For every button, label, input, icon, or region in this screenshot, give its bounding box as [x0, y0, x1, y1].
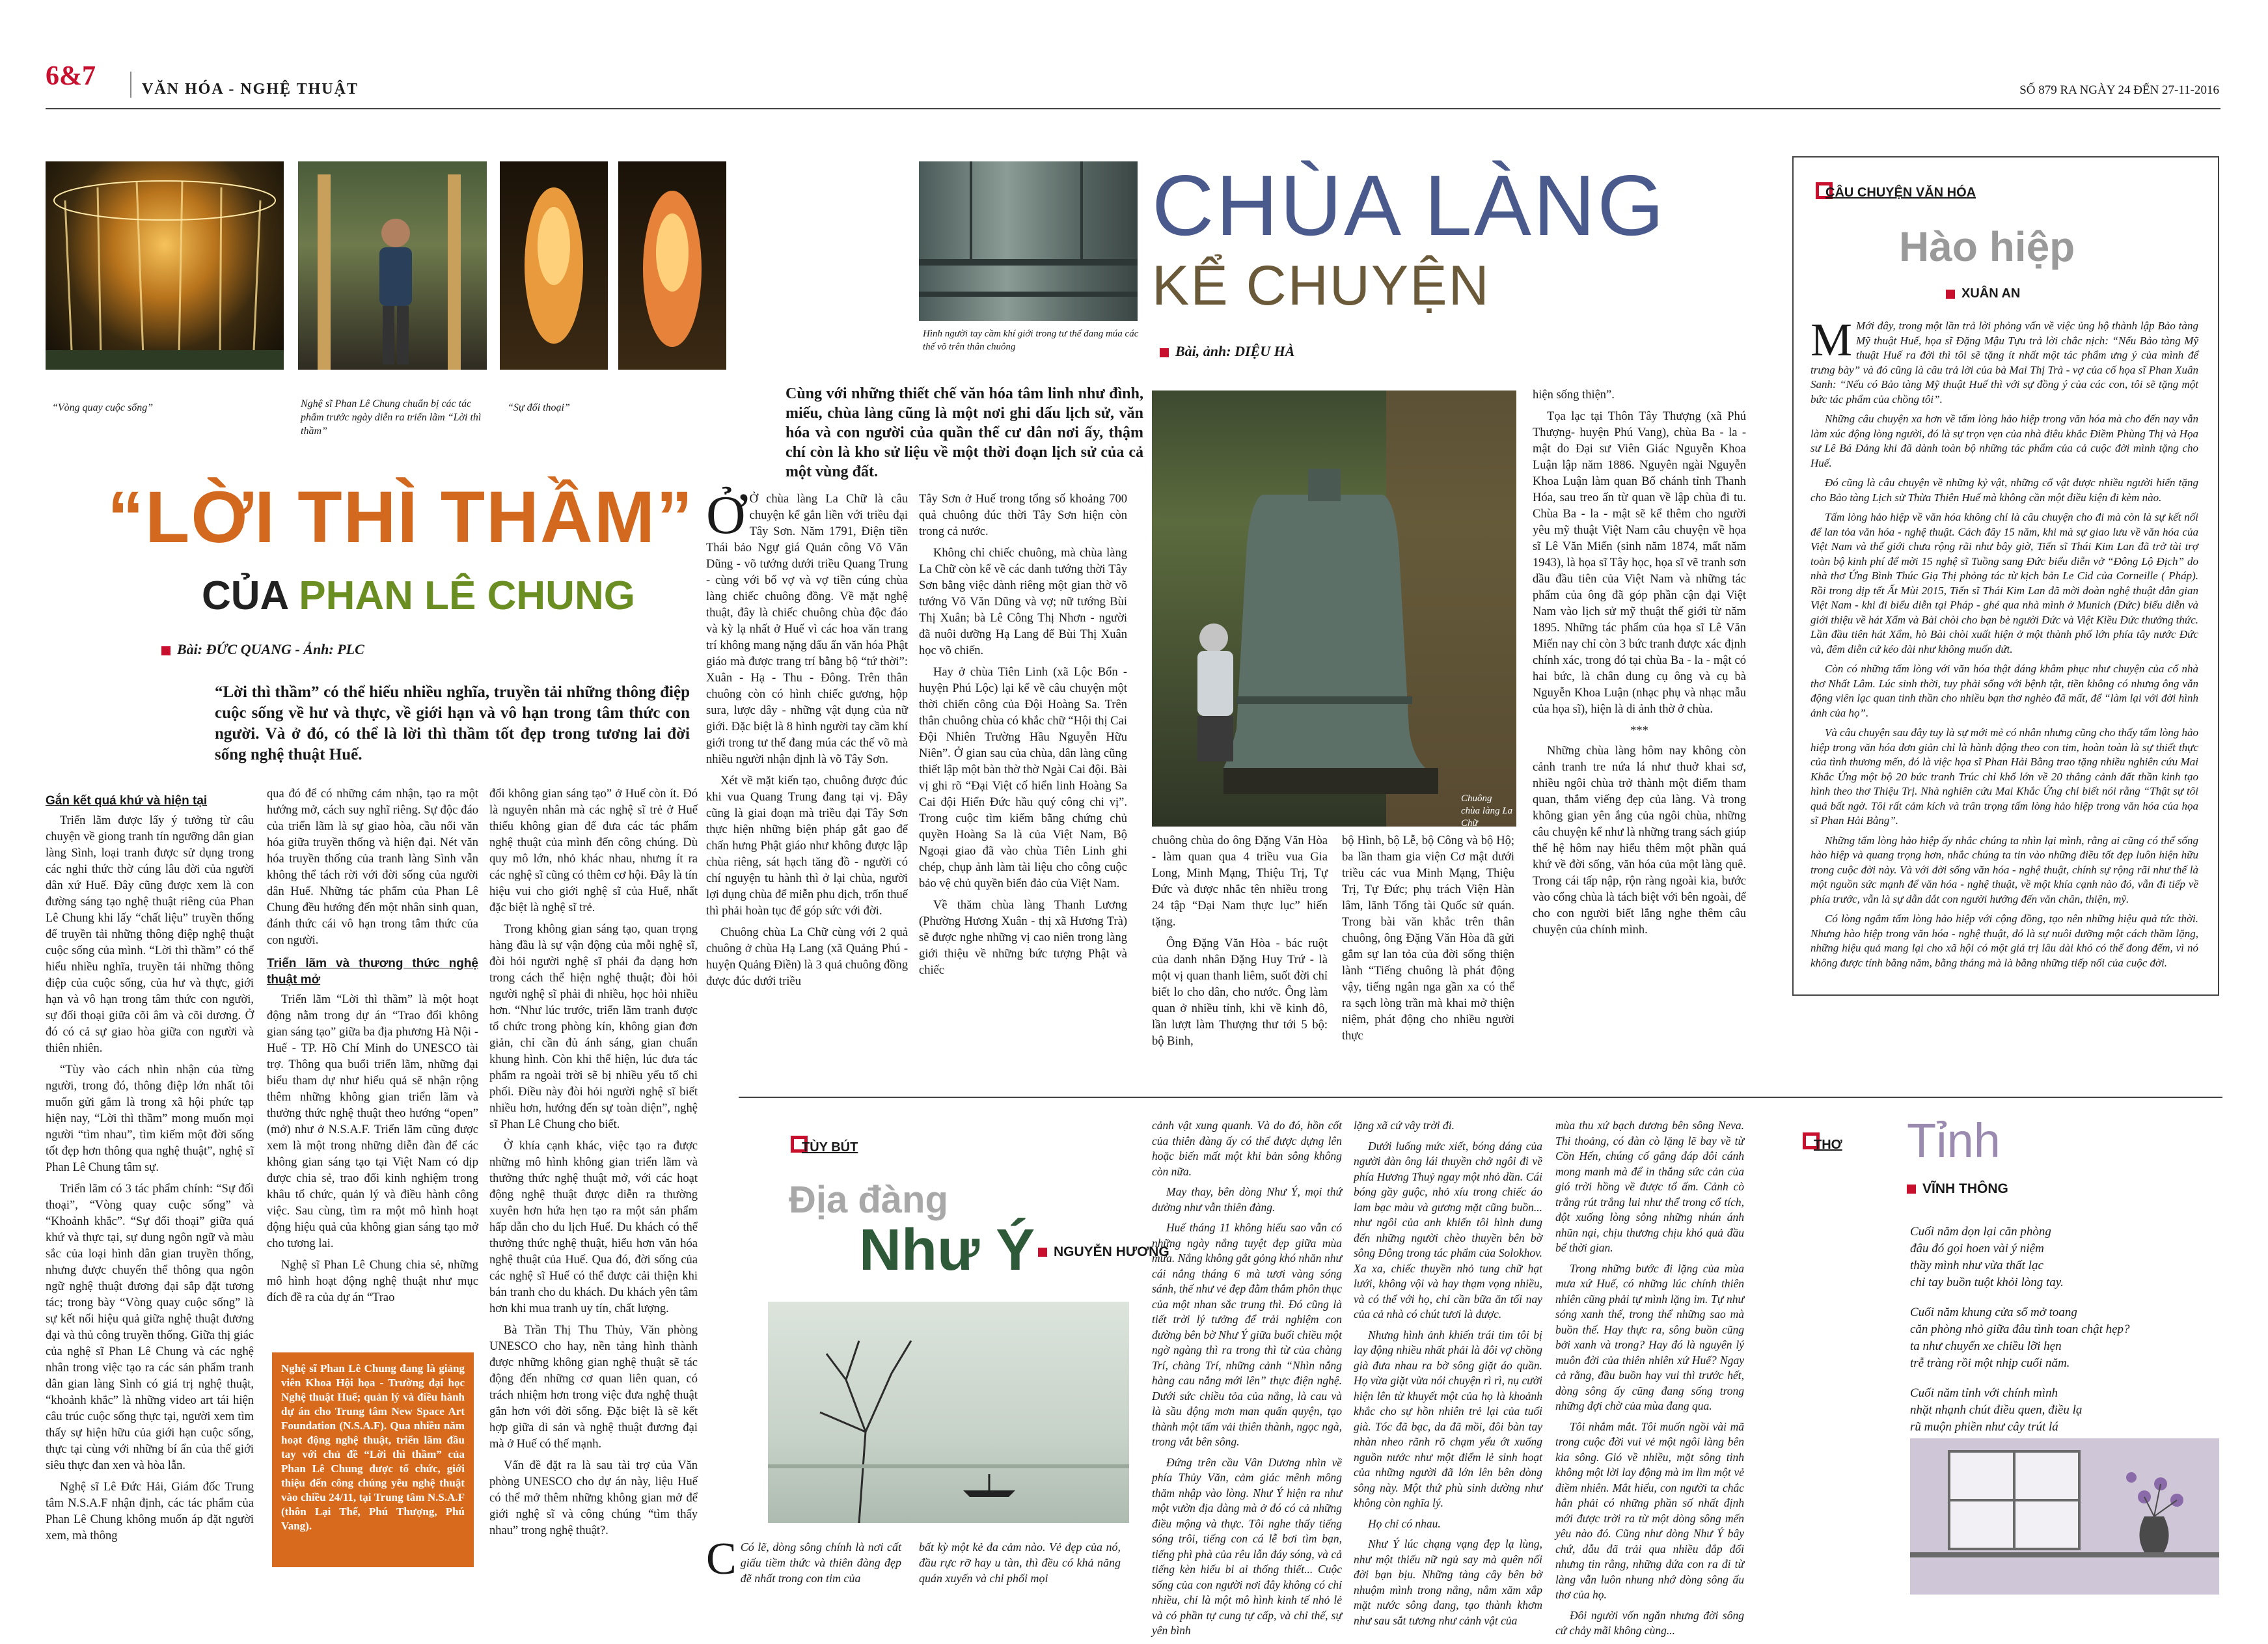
paragraph: Có lòng ngắm tấm lòng hảo hiệp với cộng đồng, tạo nên những hiệu quả tức thời. Nhưng hào hiệp trong văn hóa - nghệ thuật, đó là sự nuôi dưỡng một cách thầm lặng, những hiệu quả mang lại cho xã hội có một giá trị lâu dài khó có thể đong đếm, vì nó không được tính bằng năm, bằng tháng mà là bằng những tiếp nối của cuộc đời.: [1810, 912, 2198, 969]
bell-detail-image: [919, 161, 1138, 321]
paragraph: Có lẽ, dòng sông chính là nơi cất giấu tiềm thức và thiên đàng đẹp đẽ nhất trong con tim của: [740, 1541, 901, 1585]
article2-col5: [1533, 387, 1746, 944]
dropcap: M: [1810, 314, 1853, 366]
paragraph: Chuông chùa La Chữ cùng với 2 quả chuông ở chùa Hạ Lang (xã Quảng Phú - huyện Quảng Điền) là 3 quả chuông đồng được đúc dưới triều: [706, 926, 908, 988]
poem-line: rũ muộn phiền như cây trút lá: [1910, 1420, 2058, 1434]
photo-doi-thoai-2: [618, 161, 726, 370]
article1-byline: [161, 641, 364, 658]
article1-lead: “Lời thì thầm” có thể hiểu nhiều nghĩa, truyền tải những thông điệp cuộc sống về hư và thực, về giới hạn và vô hạn trong tâm thức con người. Và ở đó, có thể là lời thì thầm tốt đẹp trong tương lai đời sống nghệ thuật Huế.: [215, 683, 690, 763]
paragraph: Như Ý lúc chạng vạng đẹp lạ lùng, như một thiếu nữ ngủ say mà quên nối đời bạn bịu. Những tàng cây bên bờ nhuộm mình trong nắng, nắm xăm xắp mặt nước sông đang, tạo thành khơm như sau sắt tương như cảnh vật của: [1354, 1537, 1542, 1627]
poem-line: Cuối năm khung cửa sổ mở toang: [1910, 1306, 2077, 1319]
paragraph: Dưới luống mức xiết, bóng dáng của người đàn ông lái thuyền chở ngôi đi về phía Hương Thuỷ ngay một nhỏ dần. Cái bóng gầy guộc, nhỏ xíu trong chiếc áo lam bạc màu và gương mặt cũng buồn... như ngôi của anh khiến tôi hình dung đến những người chèo thuyền bên bờ sông Đông trong tác phẩm của Solokhov. Xa xa, chiếc thuyền nhỏ tung chữ hạt lưới, không vội và hay thạm vọng nhiều, và có thể với họ, chỉ cần bữa ăn tối nay của cả nhà có chút tươi là được.: [1354, 1139, 1542, 1321]
paragraph: Ở chùa làng La Chữ là câu chuyện kể gắn liền với triều đại Tây Sơn. Năm 1791, Điện tiền Thái bảo Ngự giá Quản công Võ Văn Dũng - võ tướng dưới triều Quang Trung - cùng với bổ vợ và vợ tiền cúng chùa làng chiếc chuông đồng. Về mặt nghệ thuật, đây là chiếc chuông chùa độc đáo và kỳ lạ nhất ở Huế vì các hoa văn trang trí không mang nặng dấu ấn văn hóa Phật giáo mà được trang trí bằng bộ “tứ thời”: Xuân - Hạ - Thu - Đông. Trên thân chuông còn có hình chiếc gương, hộp sura, lược dây - những vật dụng của nữ giới. Đặc biệt là 8 hình người tay cầm khí giới trong tư thế đang múa các thế võ mà nhiều người nhận định là võ Tây Sơn.: [706, 493, 908, 766]
paragraph: Đôi người vốn ngắn nhưng đời sông cứ chảy mãi không cùng...: [1555, 1608, 1744, 1637]
article2-col3: [1152, 833, 1328, 1055]
article4-col5: [1555, 1118, 1744, 1644]
byline-square-icon: [1907, 1185, 1916, 1194]
spinning-sculpture-image: [46, 161, 284, 370]
paragraph: Họ chỉ có nhau.: [1368, 1516, 1441, 1530]
photo-bell-la-chu: [1152, 390, 1516, 827]
poem: [1910, 1224, 2209, 1453]
byline-text: Bài: ĐỨC QUANG - Ảnh: PLC: [177, 641, 364, 657]
river-boat-image: [768, 1302, 1129, 1523]
paragraph: Và câu chuyện sau đây tuy là sự mới mẻ có nhân nhưng cũng cho thấy tấm lòng hảo hiệp trong văn hóa đơn giản chỉ là hành động theo con tim, hoàn toàn là sự thiết thực của tình thương mến, đó là việc họa sĩ Phan Hải Bằng trao tặng nhiều nghiên cứu Mai Khắc Ứng một bộ 20 bức tranh Trúc chỉ khổ lớn về 20 thắng cảnh đất thần kinh tạo hình theo thơ Thiệu Trị. Nhà nghiên cứu Mai Khắc Ứng chỉ biết nói rằng “Thật sự tôi quá bất ngờ. Tôi rất cảm kích và trân trọng tấm lòng hảo hiệp trong văn hóa của họa sĩ Phan Hải Bằng”.: [1810, 726, 2198, 827]
poem-line: Cuối năm tỉnh với chính mình: [1910, 1386, 2058, 1400]
article2-byline: [1160, 343, 1294, 360]
byline-text: Bài, ảnh: DIỆU HÀ: [1175, 343, 1295, 359]
byline-square-icon: [161, 646, 171, 655]
article1-title: “LỜI THÌ THẦM”: [107, 476, 694, 558]
poem-line: căn phòng nhỏ giữa đâu tình toan chật hẹp?: [1910, 1322, 2130, 1336]
article4-col3: [1152, 1118, 1342, 1644]
paragraph: Ở khía cạnh khác, việc tạo ra được những mô hình không gian triển lãm và thưởng thức nghệ thuật mở, với các hoạt động nghệ thuật được diễn ra thường xuyên hơn hứa hẹn tạo ra một sản phẩm hấp dẫn cho du lịch Huế. Du khách có thể thưởng thức nghệ thuật, hiểu hơn văn hóa nghệ thuật của Huế. Qua đó, đời sống của các nghệ sĩ Huế có thể được cải thiện khi bán tranh cho du khách. Du khách yên tâm hơn khi mua tranh uy tín, chất lượng.: [489, 1140, 698, 1315]
paragraph: Triển lãm có 3 tác phẩm chính: “Sự đối thoại”, “Vòng quay cuộc sống” và “Khoảnh khắc”. “Sự đối thoại” giữa quá khứ và thực tại, sự dung ngôn ngữ và màu sắc của loại hình dân gian truyền thống, nhưng được chuyển thể thông qua ngôn ngữ nghệ thuật đương đại sắp đặt tương tác; trong bày “Vòng quay cuộc sống” là sự kết nối hiệu quả giữa nghệ thuật đương đại và thủ công truyền thống. Giữa thị giác của nghệ sĩ Phan Lê Chung và các nghệ nhân trong việc tạo ra các sản phẩm tranh dân gian làng Sình có giá trị nghệ thuật, “khoảnh khắc” là những video art tái hiện câu trúc cuộc sống thực tại, người xem tìm thấy sự hiện hữu của giới hạn cuộc sống, thực tại cùng với những bí ẩn của thế giới siêu thực đan xen và hòa lẫn.: [46, 1183, 254, 1472]
caption-bell-la-chu: Chuông chùa làng La Chữ: [1461, 793, 1513, 829]
paragraph: Những chùa làng hôm nay không còn cảnh tranh tre nứa lá như thuở khai sơ, nhiều ngôi chùa trở thành một điểm tham quan, thắm viếng đẹp của làng. Và trong không gian yên ắng của ngôi chùa, những câu chuyện kể như là những trang sách giúp thế hệ hôm nay hiểu thêm một phần quá khứ về đời sống, văn hóa của một làng quê. Trong cái tấp nập, rộn ràng ngoài kia, bước vào cổng chùa là tách biệt với bên ngoài, để cho con người biết lắng nghe thêm câu chuyện của chính mình.: [1533, 745, 1746, 937]
poem-line: chỉ tay buồn tuột khỏi lòng tay.: [1910, 1276, 2064, 1289]
lantern-figure-image: [500, 161, 608, 370]
paragraph: Không chỉ chiếc chuông, mà chùa làng La Chữ còn kể về các danh tướng thời Tây Sơn bằng việc dành riêng một gian thờ võ tướng Võ Văn Dũng và vợ; nữ tướng Bùi Thị Xuân; bà Lê Công Thị Nhơn - người đã nuôi dưỡng Hạ Lang để Bùi Thị Xuân học võ chiến.: [919, 547, 1127, 657]
window-vase-illustration: [1910, 1438, 2219, 1595]
article1-col3: [489, 786, 698, 1544]
photo-artist: [298, 161, 487, 370]
byline-text: VĨNH THÔNG: [1922, 1181, 2008, 1196]
info-box: [272, 1352, 474, 1567]
byline-text: XUÂN AN: [1961, 286, 2021, 301]
subtitle-name: PHAN LÊ CHUNG: [299, 573, 635, 618]
poem-line: ta như chuyến xe chiều lỡi hẹn: [1910, 1339, 2062, 1353]
paragraph: Những câu chuyện xa hơn về tấm lòng hảo hiệp trong văn hóa mà cho đến nay vẫn làm xúc động lòng người, đó là sự trọn vẹn của nhà điêu khắc Điềm Phùng Thị và Họa sư Lê Bá Đảng khi đã dành toàn bộ những tác phẩm của cả cuộc đời mình tặng cho Huế.: [1810, 413, 2198, 469]
paragraph: Tây Sơn ở Huế trong tổng số khoảng 700 quả chuông đúc thời Tây Sơn hiện còn trong cả nước.: [919, 493, 1127, 538]
article1-subtitle: [202, 573, 635, 619]
stanza: [1910, 1304, 2209, 1372]
paragraph: Triển lãm được lấy ý tưởng từ câu chuyện về giong tranh tín ngưỡng dân gian làng Sình, loại tranh được sử dụng trong các nghi thức thờ cúng lâu đời của người dân xứ Huế. Đây cũng được xem là con đường sáng tạo nghệ thuật riêng của Phan Lê Chung khi lấy “chất liệu” truyền thống để truyền tải những thông điệp nghệ thuật cuộc sống của mình. “Lời thì thầm” có thể hiểu nhiều nghĩa, truyền tải những thông điệp của cuộc sống, của hư và thực, giới hạn và vô hạn trong tâm thức con người, sự đối thoại giữa cõi âm và cõi dương. Ở đó có cả sự giao hòa giữa con người và thiên nhiên.: [46, 814, 254, 1055]
paragraph: Vấn đề đặt ra là sau tài trợ của Văn phòng UNESCO cho dự án này, liệu Huế có thể mở thêm những không gian mở để giới nghệ sĩ và công chúng “tìm thấy nhau” trong nghệ thuật?.: [489, 1459, 698, 1537]
photo-nhu-y: [768, 1302, 1129, 1523]
paragraph: chuông chùa do ông Đặng Văn Hòa - làm quan qua 4 triều vua Gia Long, Minh Mạng, Thiệu Trị, Tự Đức và được nhắc tên nhiều trong 24 tập “Đại Nam thực lục” hiến tặng.: [1152, 834, 1328, 929]
subtitle-prefix: CỦA: [202, 573, 288, 618]
article1-col1: [46, 786, 254, 1550]
article3-title: Hào hiệp: [1899, 223, 2075, 270]
photo-doi-thoai-1: [500, 161, 608, 370]
article2-lead: Cùng với những thiết chế văn hóa tâm linh như đình, miếu, chùa làng cũng là một nơi ghi dấu lịch sử, văn hóa và con người của quần thể cư dân nơi ấy, thậm chí còn là kho sử liệu về một thời đoạn lịch sử của cả một vùng đất.: [786, 385, 1143, 480]
paragraph: bộ Hình, bộ Lễ, bộ Công và bộ Hộ; ba lần tham gia viện Cơ mật dưới triều các vua Minh Mạng, Thiệu Trị, Tự Đức; phụ trách Viện Hàn lâm, lãnh Tổng tài Quốc sử quán. Trong bài văn khắc trên thân chuông, ông Đặng Văn Hòa đã gửi gắm sự lan tỏa của đời sống thiện lành “Tiếng chuông là phát động vậy, tiếng ngân nga gần xa có thể ra sạch lòng trần mà khai mở thiện niệm, phát động cho nhiều người thực: [1342, 834, 1514, 1043]
paragraph: May thay, bên dòng Như Ý, mọi thứ dường như vẫn thiên đàng.: [1152, 1185, 1342, 1214]
caption-vong-quay: “Vòng quay cuộc sống”: [52, 402, 154, 413]
article4-col2: [919, 1539, 1121, 1591]
header-issue: SỐ 879 RA NGÀY 24 ĐẾN 27-11-2016: [2019, 83, 2219, 97]
article2-col1: [706, 485, 908, 995]
article2-title2: KỂ CHUYỆN: [1152, 254, 1490, 317]
poem-line: đâu đó gọi hoen vài ý niệm: [1910, 1242, 2044, 1255]
article3-byline: [1946, 286, 2020, 301]
paragraph: Bà Trần Thị Thu Thủy, Văn phòng UNESCO cho hay, nền tảng hình thành được những không gian nghệ thuật sẽ tác động đến những cơ quan liên quan, có trách nhiệm hơn trong việc đưa nghệ thuật gắn hơn với đời sống. Đặc biệt là sẽ kết hợp giữa di sản và nghệ thuật đương đại mà ở Huế có thế mạnh.: [489, 1324, 698, 1451]
dropcap: Ở: [706, 485, 746, 545]
paragraph: Hay ở chùa Tiên Linh (xã Lộc Bổn - huyện Phú Lộc) lại kể về câu chuyện một thời chiến công của Đội Hoàng Sa. Trên thân chuông chùa có khắc chữ “Hội thị Cai Đội Nhiên Trường Hầu Nguyễn Hữu Niên”. Ở gian sau của chùa, dân làng cũng thiết lập một bàn thờ thờ Ngài Cai đội. Bài vị ghi rõ “Đại Việt cố hiển linh Hoàng Sa Cai đội Hiển Đức hầu quý công chi vị”. Trong cuộc tìm kiếm bằng chứng chủ quyền Hoàng Sa là của Việt Nam, Bộ Ngoại giao đã vào chùa Tiên Linh ghi chép, chụp ảnh làm tài liệu cho công cuộc bảo vệ chủ quyền biển đảo của Việt Nam.: [919, 666, 1127, 890]
paragraph: Đó cũng là câu chuyện về những kỷ vật, những cổ vật được nhiều người hiến tặng cho Bảo tàng Lịch sử Thừa Thiên Huế mà không cần một điều kiện đi kèm nào.: [1810, 476, 2198, 504]
paragraph: Đứng trên cầu Vân Dương nhìn về phía Thủy Văn, cảm giác mênh mông thăm nhập vào lòng. Như Ý hiện ra như một vườn địa đàng mà ở đó có cả những điều mộng và thực. Tôi nghe thấy tiếng sóng trôi, tiếng con cá lễ bơi tìm bạn, tiếng phì phà của rêu lẫn đáy sóng, và cả tiếng kèn hiếu bi ai thống thiết... Cuộc sống của con người nơi đây không có chỉ nhiều, chỉ là một mô hình kinh tế nhỏ lẻ và có phần tự cung tự cấp, và chỉ thế, sự yên bình: [1152, 1455, 1342, 1637]
info-box-text: Nghệ sĩ Phan Lê Chung đang là giảng viên Khoa Hội họa - Trường đại học Nghệ thuật Huế; quản lý và điều hành dự án cho Trung tâm New Space Art Foundation (N.S.A.F). Qua nhiều năm hoạt động nghệ thuật, triển lãm đầu tay với chủ đề “Lời thì thầm” của Phan Lê Chung được tổ chức, giới thiệu đến công chúng yêu nghệ thuật vào chiều 24/11, tại Trung tâm N.S.A.F (thôn Lại Thế, Phú Thượng, Phú Vang).: [281, 1362, 465, 1532]
article2-col4: [1342, 833, 1514, 1050]
paragraph: Nghệ sĩ Lê Đức Hải, Giám đốc Trung tâm N.S.A.F nhận định, các tác phẩm của Phan Lê Chung không muốn áp đặt người xem, mà thông: [46, 1481, 254, 1542]
article1-col2: [267, 786, 478, 1311]
poem-line: Cuối năm dọn lại căn phòng: [1910, 1225, 2051, 1239]
header-pages: 6&7: [46, 61, 96, 91]
paragraph: Trong không gian sáng tạo, quan trọng hàng đầu là sự vận động của mỗi nghệ sĩ, đòi hỏi người nghệ sĩ phải đa dạng hơn trong cách thể hiện nghệ thuật; đòi hỏi người nghệ sĩ phải đi nhiều, học hỏi nhiều hơn. “Như lúc trước, triển lãm tranh được tổ chức trong phòng kín, không gian đơn giản, chỉ cần đủ ánh sáng, gian chuẩn khung hình. Còn khi thể hiện, lúc đưa tác phẩm ra ngoài trời sẽ bị nhiều yếu tố chi phối. Điều này đòi hỏi người nghệ sĩ biết nhiều hơn, hướng đến sự toàn diện”, nghệ sĩ Phan Lê Chung cho biết.: [489, 923, 698, 1131]
paragraph: mùa thu xứ bạch dương bên sông Neva. Thi thoảng, có đàn cò lặng lẽ bay về từ Cồn Hến, chúng cố gắng đáp đôi cánh mong manh mà để in thắng sức cản của gió trời hồng về được tổ ấm. Cảnh cò trắng rút trắng lui như thể trong cổ tích, đột xuống lòng sông những nhún ánh nhũn nại, chịu thương chịu khó quả đầu bể thời gian.: [1555, 1119, 1744, 1254]
paragraph: đổi không gian sáng tạo” ở Huế còn ít. Đó là nguyên nhân mà các nghệ sĩ trẻ ở Huế thiếu không gian để đưa các tác phẩm nghệ thuật của mình đến công chúng. Dù quy mô lớn, nhỏ khác nhau, nhưng ít ra các nghệ sĩ cũng có thêm cơ hội. Đây là tín hiệu vui cho giới nghệ sĩ của Huế, nhất đặc biệt là nghệ sĩ trẻ.: [489, 788, 698, 914]
caption-bell-detail: Hình người tay cầm khí giới trong tư thế đang múa các thế võ trên thân chuông: [923, 329, 1139, 352]
paragraph: Còn có những tấm lòng với văn hóa thật đáng khâm phục như chuyện của cố nhà thơ Nhất Lâm. Lúc sinh thời, tuy phải sống với bệnh tật, tiền không có nhưng ông vẫn động viên lạc quan tinh thần cho nhiều bạn thơ nghèo đã mất, để “làm lại với đời hình ảnh của họ”.: [1810, 663, 2198, 719]
article4-col4: [1354, 1118, 1542, 1634]
paragraph: Tọa lạc tại Thôn Tây Thượng (xã Phú Thượng- huyện Phú Vang), chùa Ba - la - mật do Đại sư Viên Giác Nguyễn Khoa Luận lập năm 1886. Nguyên ngài Nguyễn Khoa Luận làm quan Bố chánh tỉnh Thanh Hóa, sau treo ấn từ quan về lập chùa đi tu. Chùa Ba - la - mật sẽ kể thêm cho người yêu mỹ thuật Việt Nam câu chuyện về họa sĩ Lê Văn Miến (sinh năm 1874, mất năm 1943), là họa sĩ Tây học, họa sĩ vẽ tranh sơn dầu đầu tiên của Việt Nam và những tác phẩm của ông đã góp phần cận đại Việt Nam vào lịch sử mỹ thuật thế giới từ năm 1895. Những tác phẩm của họa sĩ Lê Văn Miến nay chỉ còn 3 bức tranh được xác định chính xác, trong đó tại chùa Ba - la - mật có hai bức, là chân dung cụ ông và cụ bà Nguyễn Khoa Luận (nhạc phụ và nhạc mẫu của họa sĩ), hiện là di ảnh thờ ở chùa.: [1533, 410, 1746, 716]
artist-image: [298, 161, 487, 370]
subheading-1: Gắn kết quá khứ và hiện tại: [46, 794, 208, 808]
article5-kicker: THƠ: [1814, 1138, 1842, 1152]
photo-bell-detail: [919, 161, 1138, 321]
caption-artist: Nghệ sĩ Phan Lê Chung chuẩn bị các tác phẩm trước ngày diễn ra triển lãm “Lời thì thầm”: [301, 398, 482, 437]
paragraph: Tôi nhắm mắt. Tôi muốn ngồi vài mã trong cuộc đời vui vẻ một ngôi làng bên kia sông. Gió về nhiều, mặt sông tinh không một lời lay động mà im lìm một vẻ điềm nhiên. Mắt hiểu, con người ta chắc hẳn phải có những phần số nhất định mới được trời ra từ một dòng sông mến yêu nào đó. Cũng như dòng Như Ý bây chứ, dẫu đã trải qua nhiều đắp đổi nhưng tin rằng, những đứa con ra đi từ làng vẫn luôn nhung nhớ dòng sông ấu thơ của họ.: [1555, 1419, 1744, 1601]
dropcap: C: [706, 1534, 737, 1584]
lantern-figure-image-2: [618, 161, 726, 370]
header-divider: [130, 72, 131, 98]
paragraph: Xét về mặt kiến tạo, chuông được đúc khi vua Quang Trung đang tại vị. Đây cũng là giai đoạn mà triều đại Tây Sơn thực hiện những biện pháp gắt gao để chấn hưng Phật giáo như không được lập chùa riêng, sát hạch tăng đồ - người có chí nguyện tu hành thì ở lại chùa, người lợi dụng chùa để miễn phu dịch, trốn thuế thì phải hoàn tục để góp sức với đời.: [706, 774, 908, 918]
article4-byline: [1038, 1244, 1169, 1260]
article3-body: [1810, 314, 2198, 976]
paragraph: hiện sống thiện”.: [1533, 389, 1615, 402]
paragraph: Trong những bước đi lặng của mùa mưa xứ Huế, có những lúc chính thiên nhiên cũng phải tự mình lặng im. Tự như sóng xanh thế, trong thể những sao mà buồn thế. Hay thực ra, sông buồn cũng bởi xanh và trong? Hay đó là nguyên lý muôn đời của thiên nhiên xứ Huế? Ngay cả rằng, đầu buồn hay vui thì trước hết, dòng sông ấy cũng đang sống trong những đợi chờ của mùa đang qua.: [1555, 1261, 1744, 1412]
article2-title1: CHÙA LÀNG: [1152, 158, 1666, 253]
paragraph: Về thăm chùa làng Thanh Lương (Phường Hương Xuân - thị xã Hương Trà) sẽ được nghe những vị cao niên trong làng giới thiệu về những bức tượng Phật và chiếc: [919, 899, 1127, 977]
paragraph: Huế tháng 11 không hiếu sao vẫn có những ngày nắng tuyệt đẹp giữa mùa mưa. Nắng không gắt gỏng khó nhăn như cái nắng tháng 6 mà tươi vàng sóng sánh, thế như vẻ đẹp đằm thắm phôn thục của một nhan sắc trung thì. Đó cũng là tiết trời lý tưởng để trải nghiệm con đường bên bờ Như Ý giữa buổi chiều một ngờ ngàng thì ra trong thì từ của chàng Trí, chàng Trí, những cảnh “Nhìn nắng hàng cau nắng mới lên” thực điện nghệ. Dưới sức chiều tỏa của nắng, là cau và là sầu động mơn man quấn quyện, tạo thành một tấm vải thiên thành, ngọc ngà, trong vắt bên sông.: [1152, 1221, 1342, 1448]
header-section: VĂN HÓA - NGHỆ THUẬT: [142, 81, 359, 98]
article5-byline: [1907, 1181, 2008, 1197]
subheading-2: Triển lãm và thương thức nghệ thuật mở: [267, 957, 478, 987]
article4-title2: Như Ý: [859, 1218, 1035, 1283]
paragraph: Ông Đặng Văn Hòa - bác ruột của danh nhân Đặng Huy Trứ - là một vị quan thanh liêm, suốt đời chỉ biết lo cho dân, cho nước. Ông làm quan ở nhiều tỉnh, khi về kinh đô, lần lượt làm Thượng thư tới 5 bộ: bộ Binh,: [1152, 937, 1328, 1048]
article4-kicker: TÙY BÚT: [802, 1140, 858, 1155]
poem-line: nhặt nhạnh chút điều quen, điều lạ: [1910, 1403, 2083, 1417]
paragraph: “Tùy vào cách nhìn nhận của từng người, trong đó, thông điệp lớn nhất tôi muốn gửi gắm là trong xã hội phức tạp hiện nay, “Lời thì thầm” mong muốn mọi người “tìm nhau”, tìm kiếm một đời sống tốt đẹp hơn thông qua nghệ thuật”, nghệ sĩ Phan Lê Chung tâm sự.: [46, 1063, 254, 1174]
byline-square-icon: [1946, 290, 1955, 299]
caption-doi-thoai: “Sự đối thoại”: [508, 402, 570, 413]
header-rule: [46, 108, 2220, 109]
bell-la-chu-image: [1152, 390, 1516, 827]
article5-title: Tỉnh: [1907, 1114, 2001, 1168]
paragraph: Mới đây, trong một lần trả lời phỏng vấn về việc ủng hộ thành lập Bảo tàng Mỹ thuật Huế, họa sĩ Đặng Mậu Tựu trả lời chắc nịch: “Nếu Bảo tàng Mỹ thuật Huế ra đời thì tôi sẽ tặng ít nhất một tác phẩm ưng ý của mình để trưng bày” và đó cũng là câu trả lời của bà Mai Thị Trà - vợ của cố họa sĩ Phan Xuân Sanh: “Nếu có Bảo tàng Mỹ thuật Huế thì với sự đồng ý của các con, tôi sẽ tặng một bức tác phẩm của chồng tôi”.: [1810, 320, 2198, 405]
paragraph: bất kỳ một kẻ đa cảm nào. Vẻ đẹp của nó, đầu rực rỡ hay u tàn, thì đều có khả năng quán xuyến và chi phối mọi: [919, 1541, 1121, 1585]
poem-illustration: [1910, 1438, 2219, 1595]
byline-square-icon: [1160, 348, 1169, 357]
article4-title1: Địa đàng: [789, 1179, 948, 1221]
paragraph: Tấm lòng hảo hiệp về văn hóa không chỉ là câu chuyện cho đi mà còn là sự kết nối để lan tỏa văn hóa - nghệ thuật. Cách đây 15 năm, khi mà sự giao lưu về văn hóa của Việt Nam và thế giới chưa rộng rãi như bây giờ, Tiến sĩ Thái Kim Lan đã trở tài trợ toàn bộ kinh phí để mời 15 nghệ sĩ Tuồng sang Đức biểu diễn vở “Đông Lộ Địch” do nhà thơ Ứng Bình Thúc Giạ Thị phỏng tác từ kịch bản Le Cid của Corneille ( Pháp). Rồi trong dịp tết Ất Mùi 2015, Tiến sĩ Thái Kim Lan đã mời đoàn nghệ thuật dân gian Việt Nam - khi đi biểu diễn tại Pháp - ghé qua nhà mình ở Munich (Đức) biểu diễn và giới thiệu về hát Xẩm và Bài chòi cho bạn bè người Đức và Việt Kiều Đức thưởng thức. Lần đầu tiên hát Xẩm, hò Bài chòi xuất hiện ở một thành phố lớn phía tây nước Đức và, đêm diễn cứ kéo dài như không muốn dứt.: [1810, 511, 2198, 655]
byline-square-icon: [1038, 1248, 1047, 1257]
photo-vong-quay: [46, 161, 284, 370]
paragraph: Triển lãm “Lời thì thầm” là một hoạt động nằm trong dự án “Trao đổi không gian sáng tạo” giữa ba địa phương Hà Nội - Huế - TP. Hồ Chí Minh do UNESCO tài trợ. Thông qua buổi triển lãm, những đại biểu tham dự như hiểu quả sẽ nhận rộng thêm những không gian triển lãm và thưởng thức nghệ thuật theo hướng “open” (mở) như ở N.S.A.F. Triển lãm cũng được xem là một trong những diễn đàn để các không gian sáng tạo tại Việt Nam có dịp được chia sẻ, trao đổi kinh nghiệm trong khâu tổ chức, quản lý và điều hành công việc. Sau cùng, tìm ra một mô hình hoạt động hiệu quả của không gian sáng tạo mở cho tương lai.: [267, 993, 478, 1250]
paragraph: Nhưng hình ảnh khiến trái tim tôi bị lay động nhiều nhất phải là đôi vợ chồng già đưa nhau ra bờ sông giặt áo quần. Họ vừa giặt vừa nói chuyện rì rì, nụ cười hiện lên từ khuyết một của họ là khoảnh khắc cho sự hồn nhiên trẻ lại của tuổi già. Tóc đã bạc, da đã mồi, đôi bàn tay nhàn nheo rãnh rõ chạm yểu ớt xuống nguồn nước như một điểm lẻ sinh hoạt của những người đã lớn lên bên dòng sông này. Một thứ phù sinh dường như không còn nghĩa lý.: [1354, 1328, 1542, 1509]
paragraph: Những tấm lòng hảo hiệp ấy nhắc chúng ta nhìn lại mình, rằng ai cũng có thể sống hào hiệp và quang trọng hơn, nhắc chúng ta tin vào những điều tốt đẹp luôn hiện hữu trong cuộc đời này. Và với đời sống văn hóa - nghệ thuật, chính sự rộng rãi như thế là một nguồn sức mạnh để văn hóa - nghệ thuật, về một khía cạnh nào đó, vẫn đi tiếp về phía trước, vẫn là sự dẫn dắt con người hướng đến văn chân, thiện, mỹ.: [1810, 834, 2198, 905]
paragraph: Nghệ sĩ Phan Lê Chung chia sẻ, những mô hình hoạt động nghệ thuật như mục đích đề ra của dự án “Trao: [267, 1259, 478, 1304]
paragraph: cảnh vật xung quanh. Và do đó, hồn cốt của thiên đàng ấy có thể được dựng lên hoặc biến mất một khi bản sông không còn nữa.: [1152, 1119, 1342, 1178]
byline-text: NGUYỄN HƯƠNG: [1054, 1244, 1169, 1259]
section-break: ***: [1630, 724, 1648, 737]
poem-line: trễ tràng rồi một nhịp cuối năm.: [1910, 1356, 2070, 1370]
article2-col2: [919, 491, 1127, 984]
article4-col1: [706, 1534, 901, 1591]
paragraph: lặng xã cứ vây trời đi.: [1354, 1119, 1455, 1132]
poem-line: thầy mình như vừa thất lạc: [1910, 1259, 2043, 1272]
stanza: [1910, 1224, 2209, 1291]
article3-kicker: CÂU CHUYỆN VĂN HÓA: [1825, 185, 1976, 200]
paragraph: qua đó để có những cảm nhận, tạo ra một hướng mở, cách suy nghĩ riêng. Sự độc đáo của triển lãm là sự giao hòa, cầu nối văn hóa giữa truyền thống và hiện đại. Nét văn hóa truyền thống của tranh làng Sình vẫn không thể tách rời với đời sống của người dân Huế. Những tác phẩm của Phan Lê Chung đều hướng đến một nhân sinh quan, đánh thức cái vô hạn trong tâm thức của con người.: [267, 788, 478, 947]
article4-top-rule: [739, 1097, 2222, 1098]
